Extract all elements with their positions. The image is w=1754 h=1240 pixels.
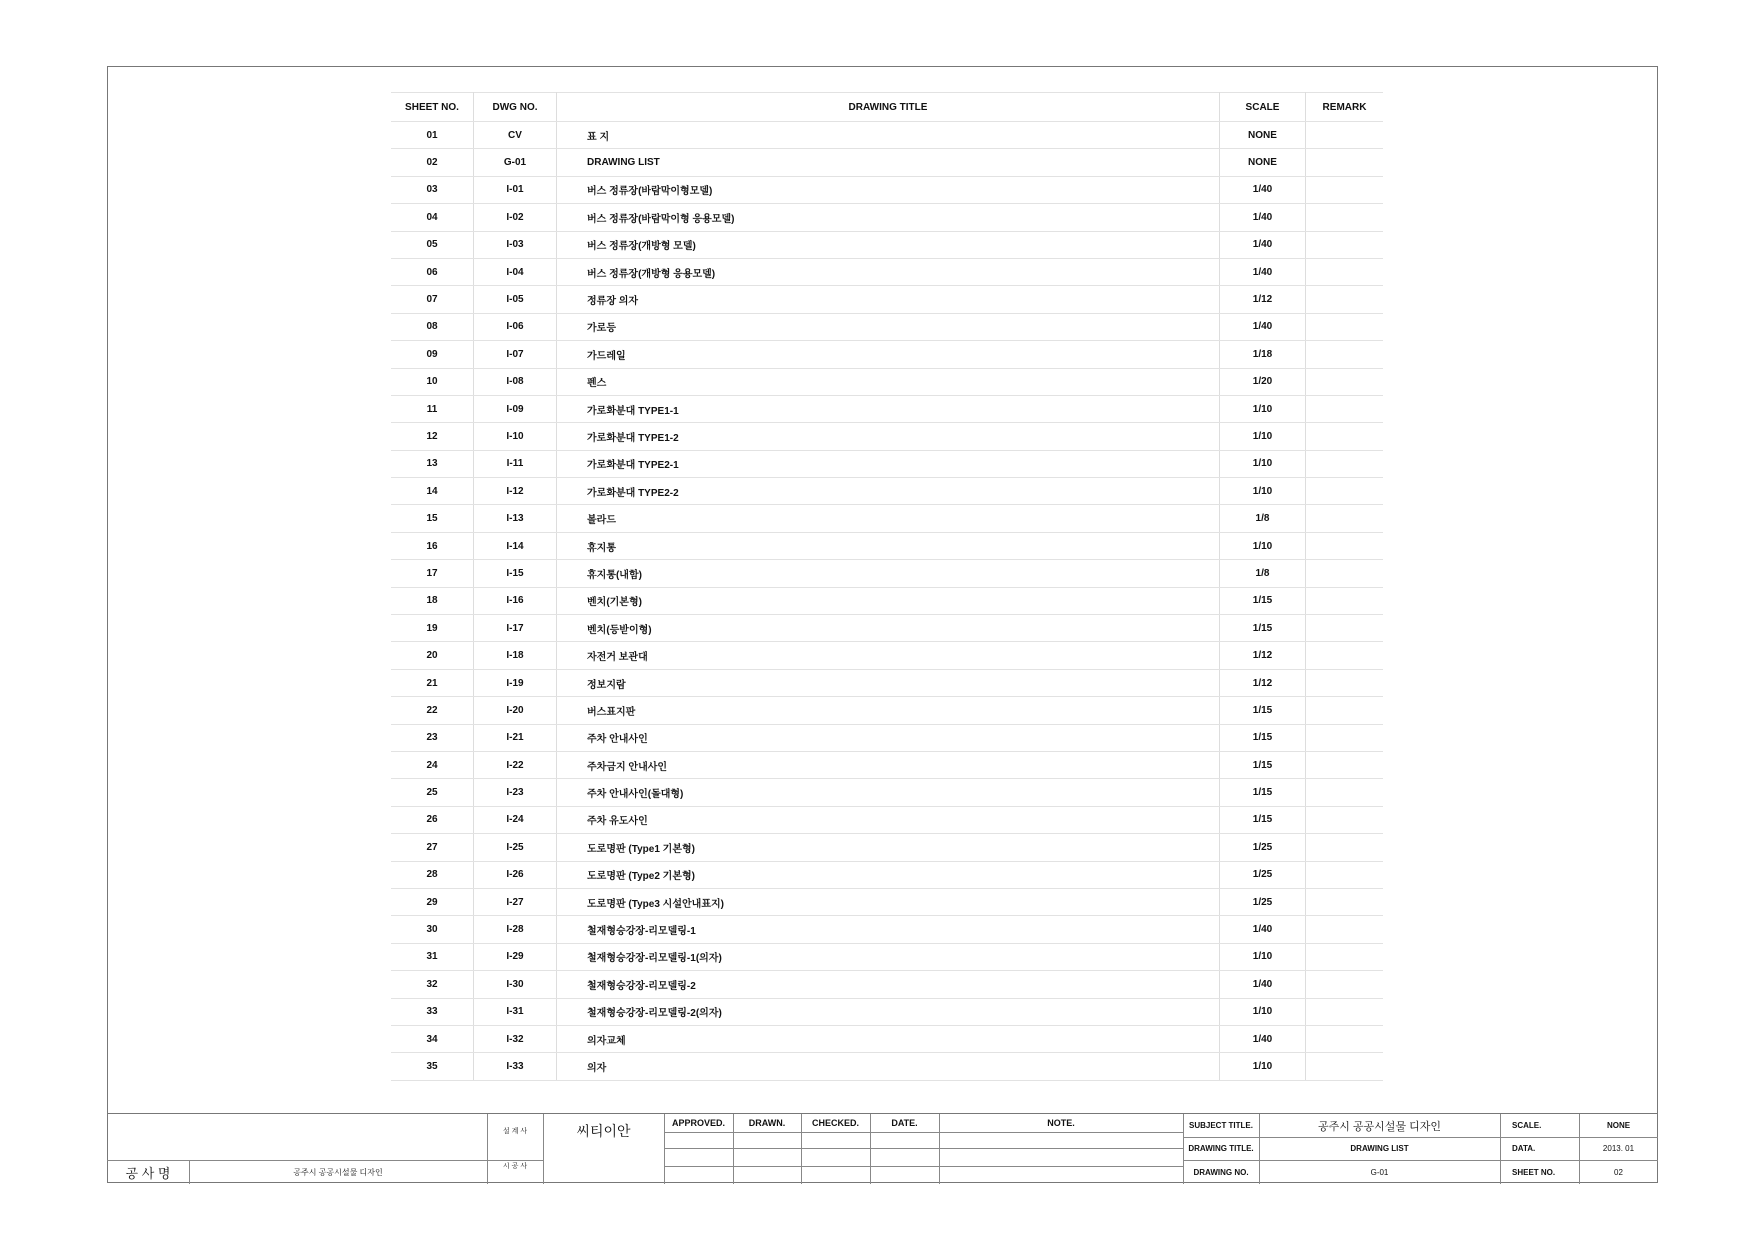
cell-scale: 1/10 (1220, 998, 1306, 1025)
cell-sheet-no: 24 (391, 751, 474, 778)
cell-drawing-title: 볼라드 (557, 505, 1220, 532)
table-row (391, 231, 1383, 258)
drawing-list-table (391, 92, 1383, 1081)
drawing-title-label: DRAWING TITLE. (1188, 1144, 1254, 1153)
cell-drawing-title: 벤치(기본형) (557, 587, 1220, 614)
cell-dwg-no: I-19 (474, 669, 557, 696)
cell-drawing-title: 주차 안내사인(돌대형) (557, 779, 1220, 806)
cell-sheet-no: 07 (391, 286, 474, 313)
drawn-label: DRAWN. (748, 1118, 786, 1128)
table-row (391, 423, 1383, 450)
cell-sheet-no: 33 (391, 998, 474, 1025)
cell-dwg-no: G-01 (474, 149, 557, 176)
cell-drawing-title: 가로화분대 TYPE2-2 (557, 478, 1220, 505)
table-row (391, 888, 1383, 915)
cell-dwg-no: I-28 (474, 916, 557, 943)
cell-remark (1306, 204, 1384, 231)
cell-sheet-no: 09 (391, 341, 474, 368)
cell-drawing-title: 철재형승강장-리모델링-2 (557, 971, 1220, 998)
table-row (391, 1025, 1383, 1052)
cell-dwg-no: I-20 (474, 697, 557, 724)
cell-remark (1306, 231, 1384, 258)
cell-remark (1306, 532, 1384, 559)
cell-scale: 1/20 (1220, 368, 1306, 395)
cell-sheet-no: 18 (391, 587, 474, 614)
cell-dwg-no: I-24 (474, 806, 557, 833)
cell-dwg-no: I-18 (474, 642, 557, 669)
designer-label: 설 계 사 (502, 1128, 528, 1135)
cell-scale: NONE (1220, 149, 1306, 176)
cell-remark (1306, 615, 1384, 642)
cell-scale: 1/12 (1220, 642, 1306, 669)
cell-dwg-no: I-27 (474, 888, 557, 915)
cell-scale: 1/10 (1220, 532, 1306, 559)
date-label: DATE. (891, 1118, 918, 1128)
cell-remark (1306, 998, 1384, 1025)
cell-scale: 1/40 (1220, 204, 1306, 231)
table-header-row (391, 93, 1383, 122)
cell-remark (1306, 888, 1384, 915)
table-row (391, 258, 1383, 285)
data-label: DATA. (1512, 1144, 1536, 1153)
cell-scale: 1/15 (1220, 615, 1306, 642)
cell-dwg-no: I-17 (474, 615, 557, 642)
data-value: 2013. 01 (1602, 1144, 1635, 1153)
table-row (391, 505, 1383, 532)
designer-name: 씨티이안 (576, 1123, 631, 1139)
cell-drawing-title: 철재형승강장-리모델링-2(의자) (557, 998, 1220, 1025)
cell-remark (1306, 916, 1384, 943)
cell-drawing-title: 버스 정류장(바람막이형모델) (557, 176, 1220, 203)
cell-dwg-no: I-12 (474, 478, 557, 505)
cell-dwg-no: I-25 (474, 834, 557, 861)
cell-dwg-no: I-16 (474, 587, 557, 614)
cell-scale: 1/10 (1220, 395, 1306, 422)
drawing-no-value: G-01 (1370, 1167, 1389, 1177)
cell-scale: 1/25 (1220, 834, 1306, 861)
header-scale: SCALE (1220, 93, 1306, 122)
cell-scale: 1/18 (1220, 341, 1306, 368)
cell-dwg-no: I-05 (474, 286, 557, 313)
cell-sheet-no: 31 (391, 943, 474, 970)
cell-dwg-no: I-10 (474, 423, 557, 450)
table-row (391, 697, 1383, 724)
table-row (391, 395, 1383, 422)
cell-remark (1306, 505, 1384, 532)
drawing-no-label: DRAWING NO. (1193, 1167, 1249, 1177)
table-row (391, 204, 1383, 231)
drawing-list-body (391, 122, 1383, 1081)
cell-sheet-no: 26 (391, 806, 474, 833)
cell-remark (1306, 861, 1384, 888)
table-row (391, 779, 1383, 806)
cell-remark (1306, 943, 1384, 970)
cell-scale: 1/15 (1220, 724, 1306, 751)
cell-drawing-title: 정보지람 (557, 669, 1220, 696)
cell-drawing-title: 가드레일 (557, 341, 1220, 368)
cell-sheet-no: 19 (391, 615, 474, 642)
cell-sheet-no: 29 (391, 888, 474, 915)
cell-sheet-no: 06 (391, 258, 474, 285)
table-row (391, 587, 1383, 614)
cell-remark (1306, 1053, 1384, 1080)
cell-scale: 1/10 (1220, 423, 1306, 450)
cell-remark (1306, 149, 1384, 176)
table-row (391, 724, 1383, 751)
cell-dwg-no: I-21 (474, 724, 557, 751)
cell-remark (1306, 834, 1384, 861)
cell-drawing-title: 벤치(등받이형) (557, 615, 1220, 642)
header-dwg-no: DWG NO. (474, 93, 557, 122)
cell-drawing-title: DRAWING LIST (557, 149, 1220, 176)
sheet-no-label: SHEET NO. (1512, 1167, 1556, 1177)
cell-remark (1306, 423, 1384, 450)
cell-remark (1306, 1025, 1384, 1052)
cell-dwg-no: I-26 (474, 861, 557, 888)
cell-scale: 1/15 (1220, 779, 1306, 806)
cell-dwg-no: I-29 (474, 943, 557, 970)
header-drawing-title: DRAWING TITLE (557, 93, 1220, 122)
cell-drawing-title: 주차 안내사인 (557, 724, 1220, 751)
cell-sheet-no: 17 (391, 560, 474, 587)
table-row (391, 313, 1383, 340)
cell-dwg-no: I-32 (474, 1025, 557, 1052)
cell-sheet-no: 35 (391, 1053, 474, 1080)
cell-drawing-title: 펜스 (557, 368, 1220, 395)
cell-scale: 1/40 (1220, 258, 1306, 285)
cell-remark (1306, 587, 1384, 614)
table-row (391, 122, 1383, 149)
cell-remark (1306, 313, 1384, 340)
header-remark: REMARK (1306, 93, 1384, 122)
cell-sheet-no: 10 (391, 368, 474, 395)
table-row (391, 450, 1383, 477)
cell-scale: 1/8 (1220, 560, 1306, 587)
cell-dwg-no: CV (474, 122, 557, 149)
subject-title-label: SUBJECT TITLE. (1188, 1121, 1253, 1130)
cell-remark (1306, 971, 1384, 998)
cell-remark (1306, 560, 1384, 587)
cell-sheet-no: 34 (391, 1025, 474, 1052)
title-block (107, 1113, 1658, 1183)
cell-dwg-no: I-09 (474, 395, 557, 422)
cell-scale: 1/10 (1220, 450, 1306, 477)
cell-scale: 1/15 (1220, 697, 1306, 724)
cell-sheet-no: 16 (391, 532, 474, 559)
cell-sheet-no: 27 (391, 834, 474, 861)
cell-remark (1306, 724, 1384, 751)
cell-dwg-no: I-01 (474, 176, 557, 203)
cell-scale: 1/25 (1220, 888, 1306, 915)
cell-dwg-no: I-03 (474, 231, 557, 258)
cell-sheet-no: 22 (391, 697, 474, 724)
table-row (391, 149, 1383, 176)
sheet-no-value: 02 (1614, 1167, 1623, 1177)
cell-dwg-no: I-07 (474, 341, 557, 368)
table-row (391, 834, 1383, 861)
cell-drawing-title: 의자 (557, 1053, 1220, 1080)
cell-scale: 1/40 (1220, 1025, 1306, 1052)
drawing-title-value: DRAWING LIST (1350, 1144, 1409, 1153)
table-row (391, 341, 1383, 368)
cell-remark (1306, 642, 1384, 669)
cell-sheet-no: 11 (391, 395, 474, 422)
cell-dwg-no: I-08 (474, 368, 557, 395)
cell-scale: 1/10 (1220, 1053, 1306, 1080)
cell-sheet-no: 05 (391, 231, 474, 258)
header-sheet-no: SHEET NO. (391, 93, 474, 122)
project-name: 공주시 공공시설물 디자인 (293, 1167, 383, 1177)
table-row (391, 861, 1383, 888)
cell-dwg-no: I-04 (474, 258, 557, 285)
cell-drawing-title: 표 지 (557, 122, 1220, 149)
cell-drawing-title: 정류장 의자 (557, 286, 1220, 313)
table-row (391, 286, 1383, 313)
cell-sheet-no: 14 (391, 478, 474, 505)
cell-scale: 1/15 (1220, 587, 1306, 614)
cell-sheet-no: 03 (391, 176, 474, 203)
cell-scale: 1/40 (1220, 313, 1306, 340)
cell-drawing-title: 버스 정류장(개방형 응용모델) (557, 258, 1220, 285)
cell-drawing-title: 버스 정류장(개방형 모델) (557, 231, 1220, 258)
table-row (391, 176, 1383, 203)
cell-drawing-title: 가로화분대 TYPE1-2 (557, 423, 1220, 450)
cell-sheet-no: 13 (391, 450, 474, 477)
cell-sheet-no: 21 (391, 669, 474, 696)
cell-scale: 1/10 (1220, 943, 1306, 970)
cell-drawing-title: 철재형승강장-리모델링-1(의자) (557, 943, 1220, 970)
table-row (391, 669, 1383, 696)
cell-remark (1306, 258, 1384, 285)
table-row (391, 971, 1383, 998)
cell-sheet-no: 15 (391, 505, 474, 532)
cell-dwg-no: I-22 (474, 751, 557, 778)
cell-drawing-title: 휴지통(내함) (557, 560, 1220, 587)
contractor-label: 시 공 사 (502, 1163, 528, 1170)
table-row (391, 642, 1383, 669)
cell-drawing-title: 도로명판 (Type1 기본형) (557, 834, 1220, 861)
cell-scale: 1/10 (1220, 478, 1306, 505)
cell-drawing-title: 의자교체 (557, 1025, 1220, 1052)
table-row (391, 368, 1383, 395)
cell-sheet-no: 28 (391, 861, 474, 888)
cell-drawing-title: 가로등 (557, 313, 1220, 340)
checked-label: CHECKED. (811, 1118, 859, 1128)
table-row (391, 916, 1383, 943)
table-row (391, 751, 1383, 778)
cell-remark (1306, 341, 1384, 368)
cell-dwg-no: I-15 (474, 560, 557, 587)
cell-drawing-title: 가로화분대 TYPE1-1 (557, 395, 1220, 422)
cell-sheet-no: 12 (391, 423, 474, 450)
cell-dwg-no: I-11 (474, 450, 557, 477)
table-row (391, 560, 1383, 587)
cell-sheet-no: 30 (391, 916, 474, 943)
cell-sheet-no: 08 (391, 313, 474, 340)
cell-scale: 1/8 (1220, 505, 1306, 532)
cell-remark (1306, 368, 1384, 395)
cell-drawing-title: 주차금지 안내사인 (557, 751, 1220, 778)
cell-scale: 1/40 (1220, 971, 1306, 998)
cell-scale: 1/40 (1220, 231, 1306, 258)
cell-remark (1306, 395, 1384, 422)
cell-scale: NONE (1220, 122, 1306, 149)
note-label: NOTE. (1047, 1118, 1075, 1128)
cell-drawing-title: 휴지통 (557, 532, 1220, 559)
cell-drawing-title: 버스표지판 (557, 697, 1220, 724)
cell-sheet-no: 25 (391, 779, 474, 806)
cell-scale: 1/12 (1220, 286, 1306, 313)
cell-dwg-no: I-31 (474, 998, 557, 1025)
cell-scale: 1/40 (1220, 916, 1306, 943)
cell-remark (1306, 669, 1384, 696)
cell-sheet-no: 23 (391, 724, 474, 751)
cell-sheet-no: 01 (391, 122, 474, 149)
cell-drawing-title: 도로명판 (Type2 기본형) (557, 861, 1220, 888)
cell-dwg-no: I-23 (474, 779, 557, 806)
cell-drawing-title: 자전거 보관대 (557, 642, 1220, 669)
table-row (391, 943, 1383, 970)
cell-drawing-title: 가로화분대 TYPE2-1 (557, 450, 1220, 477)
cell-remark (1306, 779, 1384, 806)
cell-remark (1306, 286, 1384, 313)
table-row (391, 1053, 1383, 1080)
table-row (391, 615, 1383, 642)
cell-scale: 1/12 (1220, 669, 1306, 696)
cell-drawing-title: 도로명판 (Type3 시설안내표지) (557, 888, 1220, 915)
cell-sheet-no: 02 (391, 149, 474, 176)
cell-dwg-no: I-14 (474, 532, 557, 559)
cell-dwg-no: I-13 (474, 505, 557, 532)
cell-dwg-no: I-33 (474, 1053, 557, 1080)
table-row (391, 806, 1383, 833)
project-label: 공 사 명 (125, 1165, 171, 1181)
table-row (391, 478, 1383, 505)
cell-sheet-no: 32 (391, 971, 474, 998)
cell-remark (1306, 176, 1384, 203)
cell-dwg-no: I-30 (474, 971, 557, 998)
cell-drawing-title: 철재형승강장-리모델링-1 (557, 916, 1220, 943)
table-row (391, 998, 1383, 1025)
cell-remark (1306, 751, 1384, 778)
cell-remark (1306, 806, 1384, 833)
cell-sheet-no: 20 (391, 642, 474, 669)
cell-remark (1306, 697, 1384, 724)
cell-drawing-title: 주차 유도사인 (557, 806, 1220, 833)
scale-value: NONE (1606, 1121, 1631, 1130)
cell-remark (1306, 122, 1384, 149)
approved-label: APPROVED. (671, 1118, 725, 1128)
cell-remark (1306, 478, 1384, 505)
cell-dwg-no: I-02 (474, 204, 557, 231)
cell-dwg-no: I-06 (474, 313, 557, 340)
cell-scale: 1/25 (1220, 861, 1306, 888)
cell-scale: 1/15 (1220, 806, 1306, 833)
cell-sheet-no: 04 (391, 204, 474, 231)
scale-label: SCALE. (1512, 1121, 1542, 1130)
subject-title-value: 공주시 공공시설물 디자인 (1318, 1120, 1441, 1133)
cell-remark (1306, 450, 1384, 477)
cell-drawing-title: 버스 정류장(바람막이형 응용모델) (557, 204, 1220, 231)
cell-scale: 1/15 (1220, 751, 1306, 778)
cell-scale: 1/40 (1220, 176, 1306, 203)
table-row (391, 532, 1383, 559)
